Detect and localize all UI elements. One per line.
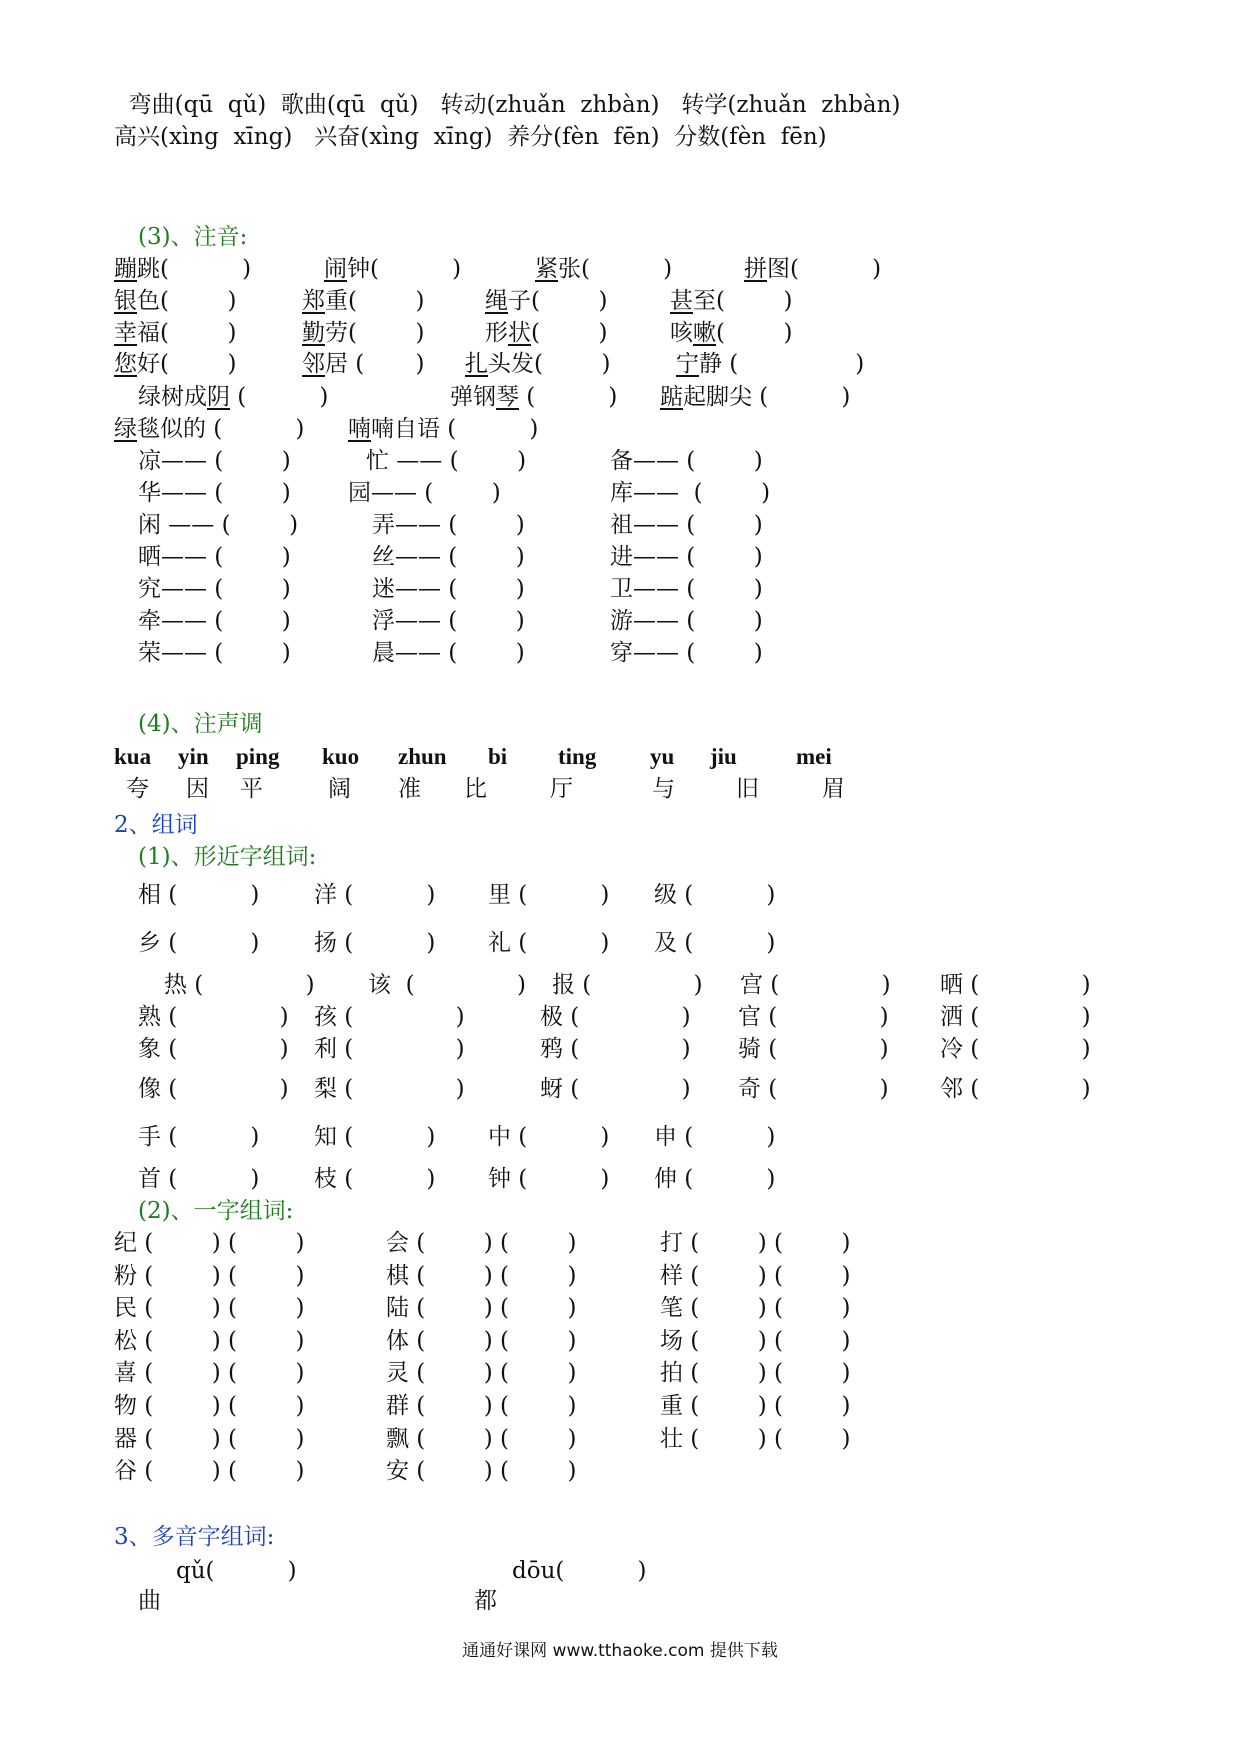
tone-pinyin: mei xyxy=(796,744,832,769)
tone-pinyin: ting xyxy=(558,744,597,769)
dash-zuci-item: 园—— ( ) xyxy=(348,480,501,506)
underlined-char: 喃 xyxy=(348,416,371,442)
underlined-char: 踮 xyxy=(660,384,683,410)
yizi-item: 会 ( ) ( ) xyxy=(386,1230,577,1256)
duoyin-dou-pinyin: dōu( ) xyxy=(512,1558,647,1584)
yizi-item: 器 ( ) ( ) xyxy=(114,1425,305,1452)
tone-char: 因 xyxy=(186,776,209,802)
zhuyin-row-5-c xyxy=(660,382,850,412)
zhuyin-row-4-c xyxy=(465,349,610,379)
dash-zuci-item: 卫—— ( ) xyxy=(610,576,763,602)
zhuyin-rest: 头发( ) xyxy=(488,351,611,377)
zhuyin-row-5-b xyxy=(450,382,617,412)
xingjin-item: 冷 ( ) xyxy=(940,1036,1091,1062)
zhuyin-row-4-d xyxy=(676,349,864,379)
duoyin-qu-char: 曲 xyxy=(138,1588,161,1614)
underlined-char: 绿 xyxy=(114,416,137,442)
dash-zuci-item: 闲 —— ( ) xyxy=(138,512,299,538)
tone-pinyin: yin xyxy=(178,744,209,769)
xingjin-item: 象 ( ) xyxy=(138,1036,289,1062)
dash-zuci-item: 备—— ( ) xyxy=(610,448,763,474)
yizi-item: 飘 ( ) ( ) xyxy=(386,1425,577,1452)
dash-zuci-item: 晒—— ( ) xyxy=(138,544,291,570)
xingjin-item: 伸 ( ) xyxy=(654,1166,776,1192)
yizi-item: 重 ( ) ( ) xyxy=(660,1393,851,1419)
yizi-item: 谷 ( ) ( ) xyxy=(114,1458,305,1485)
underlined-char: 蹦 xyxy=(114,256,137,282)
zhuyin-prefix: 咳 xyxy=(670,320,693,346)
xingjin-item: 邻 ( ) xyxy=(940,1076,1091,1102)
underlined-char: 闹 xyxy=(324,256,347,282)
xingjin-item: 蚜 ( ) xyxy=(540,1076,691,1102)
dash-zuci-item: 祖—— ( ) xyxy=(610,512,763,538)
xingjin-item: 官 ( ) xyxy=(738,1004,889,1030)
xingjin-item: 枝 ( ) xyxy=(314,1166,436,1192)
underlined-char: 甚 xyxy=(670,288,693,314)
xingjin-item: 及 ( ) xyxy=(654,930,776,956)
zhuyin-item xyxy=(114,254,251,284)
underlined-char: 银 xyxy=(114,288,137,314)
duoyin-title: 3、多音字组词: xyxy=(114,1524,275,1550)
yizi-item: 安 ( ) ( ) xyxy=(386,1458,577,1485)
zhuyin-rest: 重( ) xyxy=(325,288,425,314)
yizi-item: 灵 ( ) ( ) xyxy=(386,1360,577,1387)
yizi-item: 陆 ( ) ( ) xyxy=(386,1295,577,1322)
xingjin-item: 洒 ( ) xyxy=(940,1004,1091,1030)
tone-pinyin: kuo xyxy=(322,744,360,769)
dash-zuci-item: 华—— ( ) xyxy=(138,480,291,506)
zhuyin-item xyxy=(670,318,792,348)
underlined-char: 您 xyxy=(114,351,137,377)
dash-zuci-item: 晨—— ( ) xyxy=(372,640,525,666)
yizi-item: 松 ( ) ( ) xyxy=(114,1327,305,1354)
dash-zuci-item: 穿—— ( ) xyxy=(610,640,763,666)
yizi-item: 样 ( ) ( ) xyxy=(660,1262,851,1289)
zhuyin-item xyxy=(744,254,881,284)
yizi-item: 拍 ( ) ( ) xyxy=(660,1360,851,1387)
zhuyin-row-6-b xyxy=(348,414,538,444)
zhuyin-rest: 跳( ) xyxy=(137,256,252,282)
xingjin-item: 该 ( ) xyxy=(368,972,526,998)
xingjin-item: 相 ( ) xyxy=(138,882,260,908)
zhuyin-rest: 劳( ) xyxy=(325,320,425,346)
tone-pinyin: bi xyxy=(488,744,508,769)
zhuyin-row-5-a xyxy=(138,382,328,412)
duoyin-qu-pinyin: qǔ( ) xyxy=(176,1558,297,1584)
xingjin-item: 礼 ( ) xyxy=(488,930,610,956)
zhuyin-prefix: 绿树成 xyxy=(138,384,207,410)
underlined-char: 幸 xyxy=(114,320,137,346)
zhuyin-rest: 好( ) xyxy=(137,351,237,377)
xingjin-item: 孩 ( ) xyxy=(314,1004,465,1030)
yizi-item: 体 ( ) ( ) xyxy=(386,1327,577,1354)
tone-char: 夸 xyxy=(126,776,149,802)
yizi-item: 壮 ( ) ( ) xyxy=(660,1425,851,1452)
xingjin-item: 申 ( ) xyxy=(654,1124,776,1150)
tone-char: 与 xyxy=(652,776,675,802)
zhuyin-item xyxy=(324,254,461,284)
xingjin-item: 级 ( ) xyxy=(654,882,776,908)
yizi-item: 笔 ( ) ( ) xyxy=(660,1295,851,1322)
section-4-title: (4)、注声调 xyxy=(138,711,263,737)
zhuyin-rest: 子( ) xyxy=(508,288,608,314)
dash-zuci-item: 荣—— ( ) xyxy=(138,640,291,666)
zhuyin-rest: 色( ) xyxy=(137,288,237,314)
zhuyin-rest: ( ) xyxy=(716,320,793,346)
yizi-item: 棋 ( ) ( ) xyxy=(386,1262,577,1289)
dash-zuci-item: 忙 —— ( ) xyxy=(366,448,527,474)
xingjin-item: 知 ( ) xyxy=(314,1124,436,1150)
xingjin-item: 手 ( ) xyxy=(138,1124,260,1150)
yizi-item: 群 ( ) ( ) xyxy=(386,1393,577,1419)
xingjin-item: 里 ( ) xyxy=(488,882,610,908)
zhuyin-rest: 毯似的 ( ) xyxy=(137,416,305,442)
underlined-char: 绳 xyxy=(485,288,508,314)
tone-pinyin: zhun xyxy=(398,744,447,769)
zhuyin-rest: 图( ) xyxy=(767,256,882,282)
zhuyin-item xyxy=(670,286,792,316)
pinyin-choice-line-2: 高兴(xìng xīng) 兴奋(xìng xīng) 养分(fèn fēn) 分数(fèn fēn) xyxy=(114,124,827,150)
xingjin-item: 钟 ( ) xyxy=(488,1166,610,1192)
dash-zuci-item: 凉—— ( ) xyxy=(138,448,291,474)
section-3-title: (3)、注音: xyxy=(138,224,248,250)
zhuyin-rest: 福( ) xyxy=(137,320,237,346)
dash-zuci-item: 库—— ( ) xyxy=(610,480,771,506)
yizi-item: 民 ( ) ( ) xyxy=(114,1295,305,1322)
zhuyin-item xyxy=(114,318,236,348)
zhuyin-item xyxy=(485,286,607,316)
zhuyin-row-4-b xyxy=(302,349,424,379)
zhuyin-rest: ( ) xyxy=(519,384,618,410)
yizi-item: 场 ( ) ( ) xyxy=(660,1327,851,1354)
zhuyin-rest: 居 ( ) xyxy=(325,351,425,377)
underlined-char: 嗽 xyxy=(693,320,716,346)
xingjin-item: 首 ( ) xyxy=(138,1166,260,1192)
xingjin-item: 洋 ( ) xyxy=(314,882,436,908)
dash-zuci-item: 究—— ( ) xyxy=(138,576,291,602)
underlined-char: 郑 xyxy=(302,288,325,314)
xingjin-item: 鸦 ( ) xyxy=(540,1036,691,1062)
zhuyin-rest: ( ) xyxy=(230,384,329,410)
zhuyin-item xyxy=(535,254,672,284)
underlined-char: 阴 xyxy=(207,384,230,410)
tone-pinyin: kua xyxy=(114,744,152,769)
tone-char: 厅 xyxy=(550,776,573,802)
xingjin-item: 报 ( ) xyxy=(552,972,703,998)
xingjin-item: 奇 ( ) xyxy=(738,1076,889,1102)
zuci-sub-2-title: (2)、一字组词: xyxy=(138,1198,294,1224)
tone-char: 眉 xyxy=(822,776,845,802)
zhuyin-rest: 喃自语 ( ) xyxy=(371,416,539,442)
zhuyin-rest: 张( ) xyxy=(558,256,673,282)
yizi-item: 打 ( ) ( ) xyxy=(660,1230,851,1256)
underlined-char: 状 xyxy=(508,320,531,346)
tone-char: 阔 xyxy=(328,776,351,802)
zhuyin-row-6-a xyxy=(114,414,304,444)
xingjin-item: 极 ( ) xyxy=(540,1004,691,1030)
tone-pinyin: jiu xyxy=(710,744,737,769)
tone-char: 准 xyxy=(398,776,421,802)
zhuyin-rest: 至( ) xyxy=(693,288,793,314)
zhuyin-row-4-a xyxy=(114,349,236,379)
dash-zuci-item: 牵—— ( ) xyxy=(138,608,291,634)
underlined-char: 拼 xyxy=(744,256,767,282)
dash-zuci-item: 进—— ( ) xyxy=(610,544,763,570)
yizi-item: 喜 ( ) ( ) xyxy=(114,1360,305,1387)
xingjin-item: 像 ( ) xyxy=(138,1076,289,1102)
zhuyin-item xyxy=(302,318,424,348)
zhuyin-rest: 钟( ) xyxy=(347,256,462,282)
xingjin-item: 梨 ( ) xyxy=(314,1076,465,1102)
tone-char: 旧 xyxy=(736,776,759,802)
underlined-char: 勤 xyxy=(302,320,325,346)
underlined-char: 宁 xyxy=(676,351,699,377)
tone-char: 比 xyxy=(464,776,487,802)
zhuyin-item xyxy=(114,286,236,316)
tone-char: 平 xyxy=(240,776,263,802)
xingjin-item: 晒 ( ) xyxy=(940,972,1091,998)
dash-zuci-item: 迷—— ( ) xyxy=(372,576,525,602)
footer-credit: 通通好课网 www.tthaoke.com 提供下载 xyxy=(462,1641,778,1661)
underlined-char: 邻 xyxy=(302,351,325,377)
tone-pinyin: ping xyxy=(236,744,280,769)
yizi-item: 粉 ( ) ( ) xyxy=(114,1262,305,1289)
duoyin-dou-char: 都 xyxy=(474,1588,497,1614)
zhuyin-item xyxy=(302,286,424,316)
zhuyin-rest: ( ) xyxy=(531,320,608,346)
zuci-title: 2、组词 xyxy=(114,812,198,838)
xingjin-item: 扬 ( ) xyxy=(314,930,436,956)
underlined-char: 扎 xyxy=(465,351,488,377)
xingjin-item: 乡 ( ) xyxy=(138,930,260,956)
yizi-item: 纪 ( ) ( ) xyxy=(114,1230,305,1256)
zhuyin-prefix: 形 xyxy=(485,320,508,346)
xingjin-item: 热 ( ) xyxy=(164,972,315,998)
dash-zuci-item: 丝—— ( ) xyxy=(372,544,525,570)
underlined-char: 琴 xyxy=(496,384,519,410)
pinyin-choice-line-1: 弯曲(qū qǔ) 歌曲(qū qǔ) 转动(zhuǎn zhbàn) 转学(zhuǎn zhbàn) xyxy=(114,92,901,118)
xingjin-item: 宫 ( ) xyxy=(740,972,891,998)
dash-zuci-item: 浮—— ( ) xyxy=(372,608,525,634)
dash-zuci-item: 弄—— ( ) xyxy=(372,512,525,538)
zuci-sub-1-title: (1)、形近字组词: xyxy=(138,844,317,870)
xingjin-item: 骑 ( ) xyxy=(738,1036,889,1062)
xingjin-item: 中 ( ) xyxy=(488,1124,610,1150)
tone-pinyin: yu xyxy=(650,744,675,769)
dash-zuci-item: 游—— ( ) xyxy=(610,608,763,634)
xingjin-item: 利 ( ) xyxy=(314,1036,465,1062)
zhuyin-rest: 静 ( ) xyxy=(699,351,865,377)
underlined-char: 紧 xyxy=(535,256,558,282)
zhuyin-item xyxy=(485,318,607,348)
xingjin-item: 熟 ( ) xyxy=(138,1004,289,1030)
zhuyin-rest: 起脚尖 ( ) xyxy=(683,384,851,410)
yizi-item: 物 ( ) ( ) xyxy=(114,1393,305,1419)
zhuyin-prefix: 弹钢 xyxy=(450,384,496,410)
